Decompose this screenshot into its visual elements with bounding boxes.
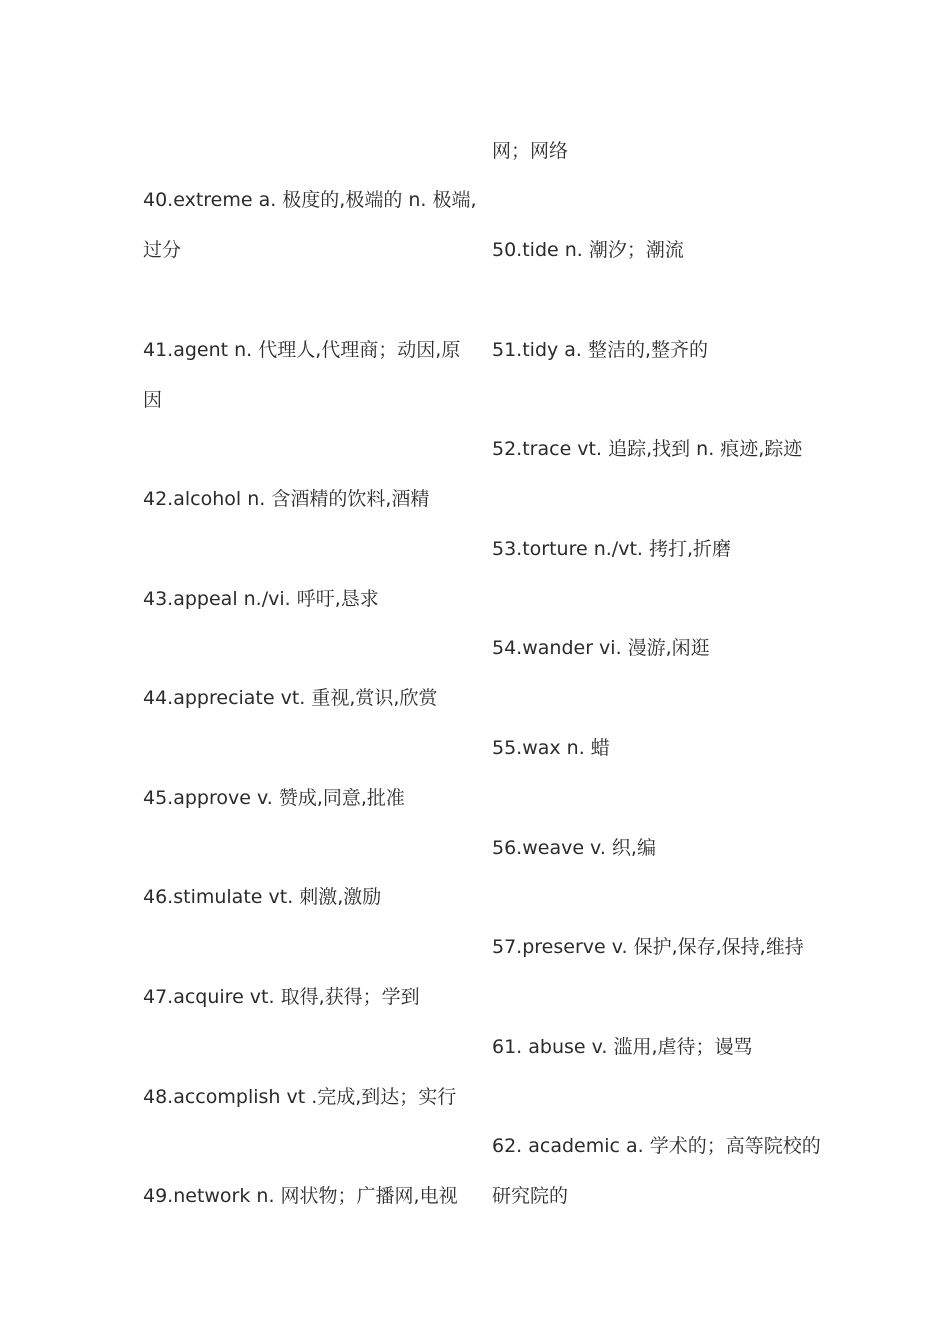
vocab-entry-43: 43.appeal n./vi. 呼吁,恳求 (143, 588, 379, 610)
vocab-entry-50: 50.tide n. 潮汐；潮流 (492, 239, 684, 261)
vocab-entry-40-continued: 过分 (143, 239, 182, 261)
vocab-entry-51: 51.tidy a. 整洁的,整齐的 (492, 339, 709, 361)
vocab-entry-46: 46.stimulate vt. 刺激,激励 (143, 886, 382, 908)
vocab-entry-53: 53.torture n./vt. 拷打,折磨 (492, 538, 732, 560)
vocab-entry-49-continued: 网；网络 (492, 140, 569, 162)
vocab-entry-56: 56.weave v. 织,编 (492, 837, 656, 859)
vocab-entry-48: 48.accomplish vt .完成,到达；实行 (143, 1086, 457, 1108)
vocab-entry-45: 45.approve v. 赞成,同意,批准 (143, 787, 405, 809)
vocab-entry-40: 40.extreme a. 极度的,极端的 n. 极端, (143, 189, 477, 211)
vocab-entry-52: 52.trace vt. 追踪,找到 n. 痕迹,踪迹 (492, 438, 803, 460)
vocab-entry-57: 57.preserve v. 保护,保存,保持,维持 (492, 936, 804, 958)
vocab-entry-61: 61. abuse v. 滥用,虐待；谩骂 (492, 1036, 753, 1058)
vocab-entry-44: 44.appreciate vt. 重视,赏识,欣赏 (143, 687, 438, 709)
vocab-entry-42: 42.alcohol n. 含酒精的饮料,酒精 (143, 488, 430, 510)
vocab-entry-41-continued: 因 (143, 389, 163, 411)
vocab-entry-62-continued: 研究院的 (492, 1185, 569, 1207)
vocab-entry-41: 41.agent n. 代理人,代理商；动因,原 (143, 339, 461, 361)
vocab-entry-49: 49.network n. 网状物；广播网,电视 (143, 1185, 458, 1207)
vocab-entry-62: 62. academic a. 学术的；高等院校的 (492, 1135, 821, 1157)
vocab-entry-54: 54.wander vi. 漫游,闲逛 (492, 637, 710, 659)
vocab-entry-47: 47.acquire vt. 取得,获得；学到 (143, 986, 420, 1008)
vocab-entry-55: 55.wax n. 蜡 (492, 737, 610, 759)
